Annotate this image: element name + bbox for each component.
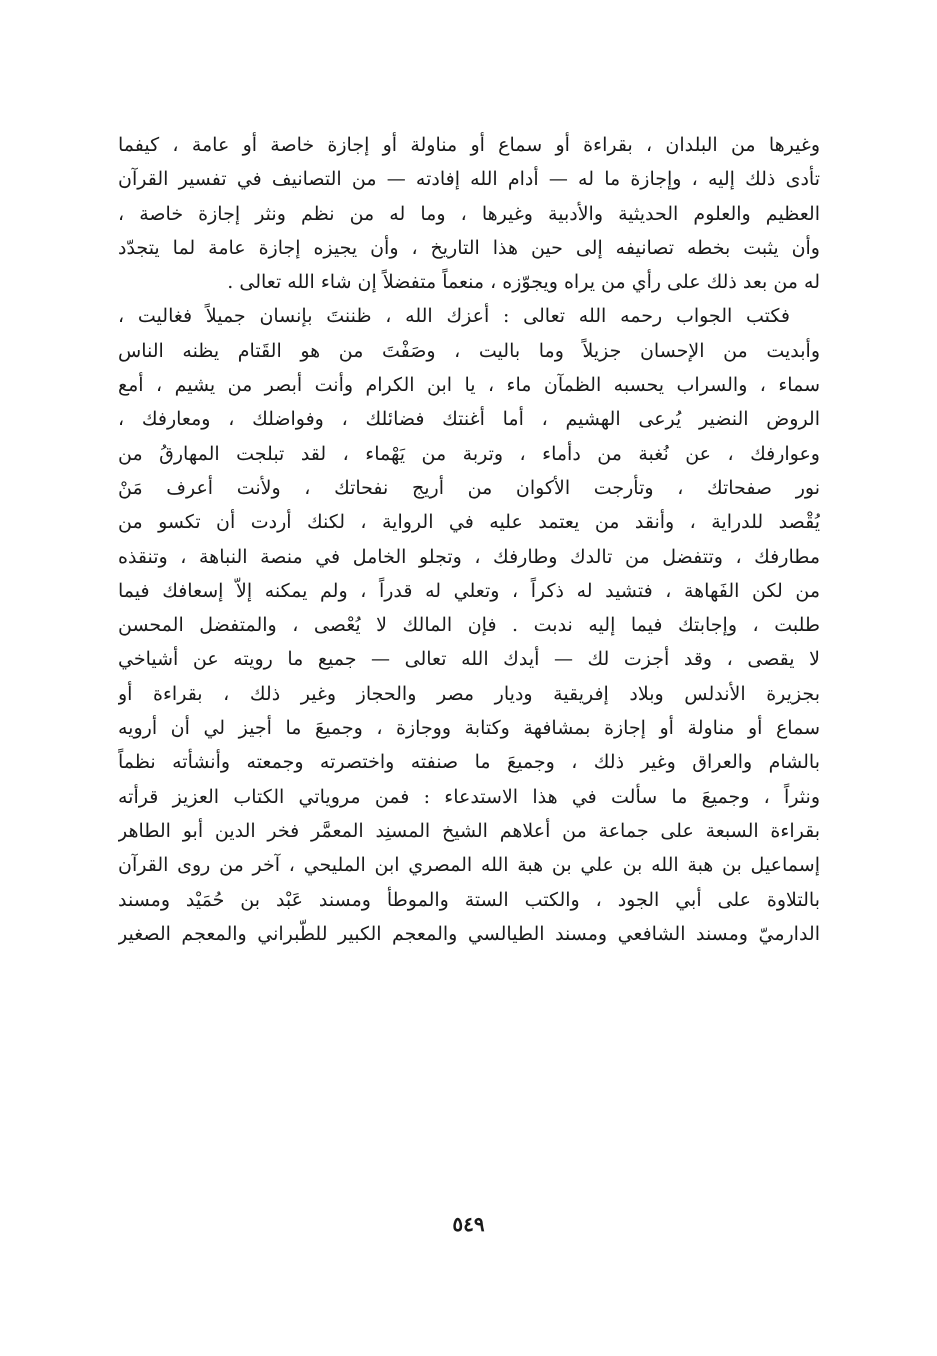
- text-line: بجزيرة الأندلس وبلاد إفريقية وديار مصر والحجاز وغير ذلك ، بقراءة أو: [118, 682, 820, 705]
- text-line: يُقْصد للدراية ، وأنقد من يعتمد عليه في الرواية ، لكنك أردت أن تكسو من: [118, 511, 820, 534]
- text-line: نور صفحاتك ، وتأرجت الأكوان من أريج نفحاتك ، ولأنت أعرف مَنْ: [118, 476, 820, 499]
- text-line: وأن يثبت بخطه تصانيفه إلى حين هذا التاريخ ، وأن يجيزه إجازة عامة لما يتجدّد: [118, 236, 820, 259]
- text-line: مطارفك ، وتتفضل من تالدك وطارفك ، وتجلو الخامل في منصة النباهة ، وتنقذه: [118, 545, 820, 568]
- text-line: لا يقصى ، وقد أجزت لك — أيدك الله تعالى — جميع ما رويته عن أشياخي: [118, 648, 820, 671]
- text-line: العظيم والعلوم الحديثية والأدبية وغيرها ، وما له من نظم ونثر إجازة خاصة ،: [118, 202, 820, 225]
- text-line: له من بعد ذلك على رأي من يراه ويجوّزه ، منعماً متفضلاً إن شاء الله تعالى .: [227, 271, 820, 294]
- body-text: [118, 128, 820, 951]
- text-line: تأدى ذلك إليه ، وإجازة ما له — أدام الله إفادته — من التصانيف في تفسير القرآن: [118, 168, 820, 191]
- text-line: إسماعيل بن هبة الله بن علي بن هبة الله المصري ابن المليحي ، آخر من روى القرآن: [118, 854, 820, 877]
- text-line: الروض النضير يُرعى الهشيم ، أما أغنتك فضائلك ، وفواضلك ، ومعارفك ،: [118, 408, 820, 431]
- text-line: الدارميّ ومسند الشافعي ومسند الطيالسي والمعجم الكبير للطّبراني والمعجم الصغير: [118, 922, 820, 945]
- text-line: وأبديت من الإحسان جزيلاً وما باليت ، وصَفْتَ من هو القَتام يظنه الناس: [118, 339, 820, 362]
- text-line: وغيرها من البلدان ، بقراءة أو سماع أو مناولة أو إجازة خاصة أو عامة ، كيفما: [118, 134, 820, 156]
- page-number: ٥٤٩: [452, 1212, 485, 1236]
- text-line: بالتلاوة على أبي الجود ، والكتب الستة والموطأ ومسند عَبْد بن حُمَيْد ومسند: [118, 888, 820, 911]
- text-line: وعوارفك ، عن نُغبة من دأماء ، وتربة من يَهْماء ، لقد تبلجت المهارقُ من: [118, 442, 820, 465]
- text-line: سماء ، والسراب يحسبه الظمآن ماء ، يا ابن الكرام وأنت أبصر من يشيم ، أمع: [118, 374, 820, 397]
- text-line: بالشام والعراق وغير ذلك ، وجميعَ ما صنفته واختصرته وجمعته وأنشأته نظماً: [118, 751, 820, 774]
- text-line: طلبت ، وإجابتك فيما إليه ندبت . فإن المالك لا يُعْصى ، والمتفضل المحسن: [118, 614, 820, 637]
- text-line: ونثراً ، وجميعَ ما سألت في هذا الاستدعاء : فمن مروياتي الكتاب العزيز قرأته: [118, 785, 820, 808]
- text-line: من لكن الفَهاهة ، فتشيد له ذكراً ، وتعلي له قدراً ، ولم يمكنه إلاّ إسعافك فيما: [118, 579, 820, 602]
- text-line: بقراءة السبعة على جماعة من أعلاهم الشيخ المسنِد المعمَّر فخر الدين أبو الطاهر: [118, 819, 820, 842]
- text-line: سماع أو مناولة أو إجازة بمشافهة وكتابة ووجازة ، وجميعَ ما أجيز لي أن أرويه: [118, 717, 820, 740]
- text-line: فكتب الجواب رحمه الله تعالى : أعزك الله ، ظننتَ بإنسان جميلاً فغاليت ،: [118, 305, 790, 328]
